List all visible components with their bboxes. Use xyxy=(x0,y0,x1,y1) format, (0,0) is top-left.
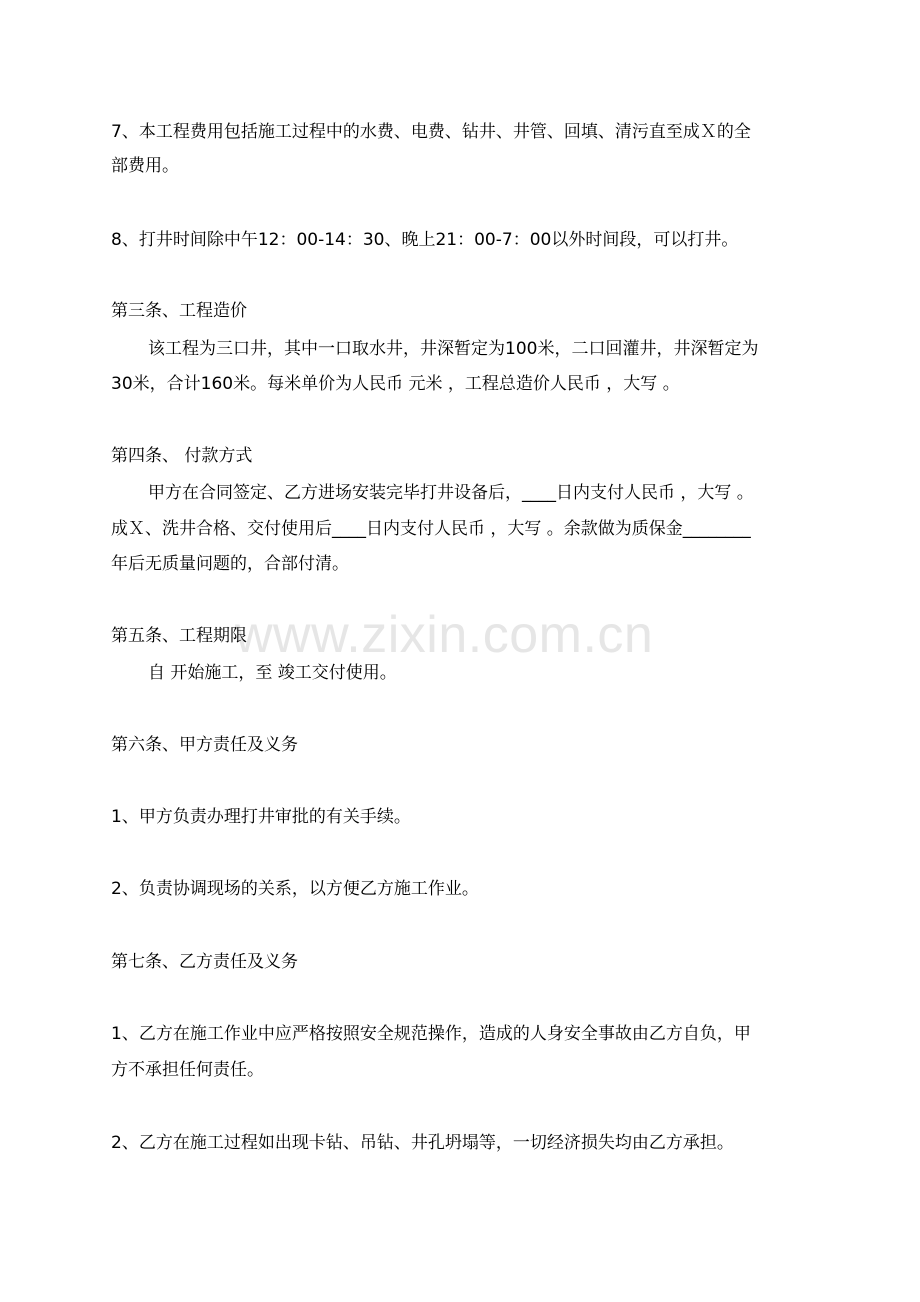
heading-article-4: 第四条、 付款方式 xyxy=(111,446,253,466)
article-5-line-1: 自 开始施工，至 竣工交付使用。 xyxy=(148,663,397,683)
clause-7-line-1: 7、本工程费用包括施工过程中的水费、电费、钻井、井管、回填、清污直至成Ｘ的全 xyxy=(111,122,751,142)
article-7-item-1-line-1: 1、乙方在施工作业中应严格按照安全规范操作，造成的人身安全事故由乙方自负，甲 xyxy=(111,1024,751,1044)
article-7-item-1-line-2: 方不承担任何责任。 xyxy=(111,1060,264,1080)
article-4-line-2: 成Ｘ、洗井合格、交付使用后____日内支付人民币 ，大写 。余款做为质保金________ xyxy=(111,519,751,539)
article-3-line-2: 30米，合计160米。每米单价为人民币 元米 ，工程总造价人民币 ，大写 。 xyxy=(111,374,680,394)
article-6-item-1: 1、甲方负责办理打井审批的有关手续。 xyxy=(111,807,411,827)
heading-article-6: 第六条、甲方责任及义务 xyxy=(111,735,298,755)
article-3-line-1: 该工程为三口井，其中一口取水井，井深暂定为100米，二口回灌井，井深暂定为 xyxy=(148,339,759,359)
heading-article-7: 第七条、乙方责任及义务 xyxy=(111,952,298,972)
article-4-line-1: 甲方在合同签定、乙方进场安装完毕打井设备后，____日内支付人民币 ，大写 。 xyxy=(148,483,754,503)
clause-8: 8、打井时间除中午12：00-14：30、晚上21：00-7：00以外时间段，可以打井。 xyxy=(111,230,739,250)
watermark: www.zixin.com.cn xyxy=(235,606,654,664)
heading-article-3: 第三条、工程造价 xyxy=(111,301,247,321)
article-6-item-2: 2、负责协调现场的关系，以方便乙方施工作业。 xyxy=(111,879,479,899)
clause-7-line-2: 部费用。 xyxy=(111,156,179,176)
article-7-item-2: 2、乙方在施工过程如出现卡钻、吊钻、井孔坍塌等，一切经济损失均由乙方承担。 xyxy=(111,1133,734,1153)
heading-article-5: 第五条、工程期限 xyxy=(111,626,247,646)
article-4-line-3: 年后无质量问题的，合部付清。 xyxy=(111,554,349,574)
